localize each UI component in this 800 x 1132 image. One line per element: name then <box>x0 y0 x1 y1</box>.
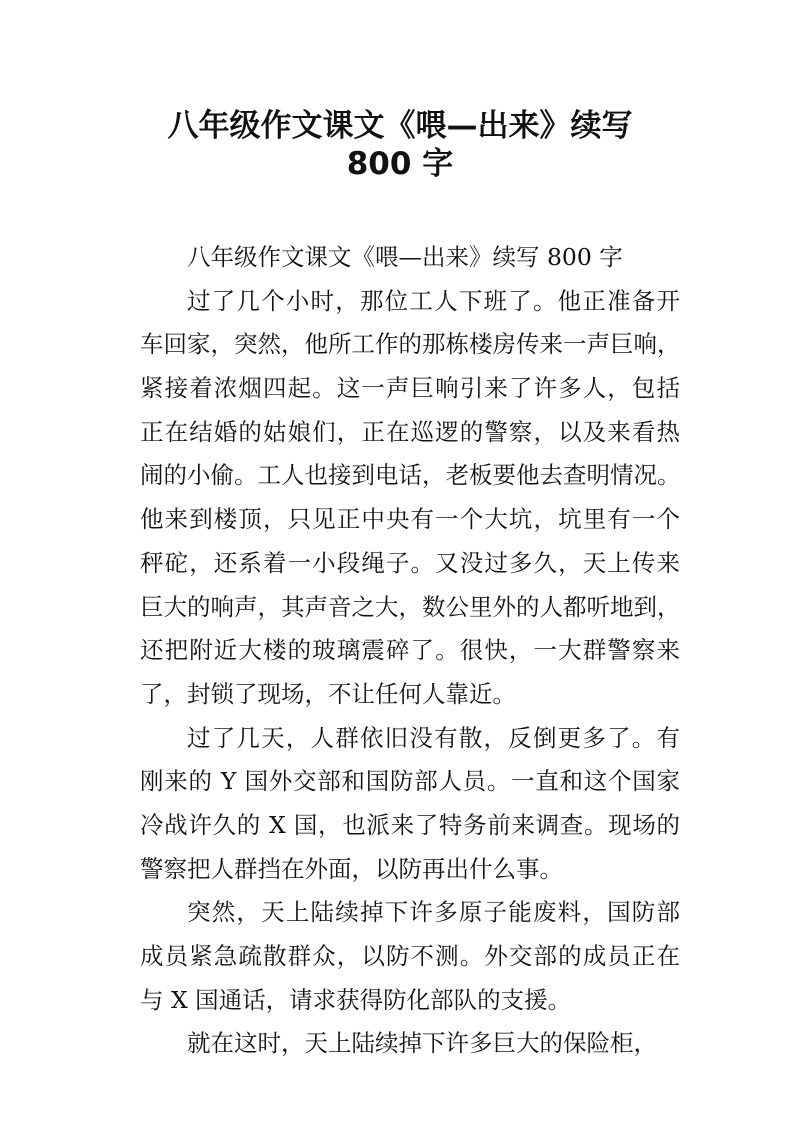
body-line: 突然，天上陆续掉下许多原子能废料，国防部 <box>187 898 680 927</box>
document-body <box>140 236 680 1066</box>
body-line: 过了几个小时，那位工人下班了。他正准备开 <box>187 286 680 315</box>
body-line: 车回家，突然，他所工作的那栋楼房传来一声巨响， <box>140 330 681 359</box>
body-line: 还把附近大楼的玻璃震碎了。很快，一大群警察来 <box>140 636 680 665</box>
body-line: 正在结婚的姑娘们，正在巡逻的警察，以及来看热 <box>140 417 680 446</box>
body-line: 与 X 国通话，请求获得防化部队的支援。 <box>140 985 572 1014</box>
document-title-word-count: 800 字 <box>346 146 454 182</box>
body-line: 冷战许久的 X 国，也派来了特务前来调查。现场的 <box>140 810 680 839</box>
body-line: 紧接着浓烟四起。这一声巨响引来了许多人，包括 <box>140 374 680 403</box>
body-line: 就在这时，天上陆续掉下许多巨大的保险柜， <box>187 1029 657 1058</box>
body-line: 闹的小偷。工人也接到电话，老板要他去查明情况。 <box>140 461 681 490</box>
body-line: 刚来的 Y 国外交部和国防部人员。一直和这个国家 <box>140 767 680 796</box>
body-line: 警察把人群挡在外面，以防再出什么事。 <box>140 854 563 883</box>
body-line: 成员紧急疏散群众，以防不测。外交部的成员正在 <box>140 942 680 970</box>
body-line: 秤砣，还系着一小段绳子。又没过多久，天上传来 <box>140 548 680 577</box>
document-title: 八年级作文课文《喂—出来》续写 <box>167 108 633 144</box>
body-line: 八年级作文课文《喂—出来》续写 800 字 <box>187 243 623 271</box>
body-line: 巨大的响声，其声音之大，数公里外的人都听地到， <box>140 592 681 621</box>
body-line: 了，封锁了现场，不让任何人靠近。 <box>140 679 516 708</box>
body-line: 他来到楼顶，只见正中央有一个大坑，坑里有一个 <box>140 505 680 534</box>
body-line: 过了几天，人群依旧没有散，反倒更多了。有 <box>187 723 680 752</box>
